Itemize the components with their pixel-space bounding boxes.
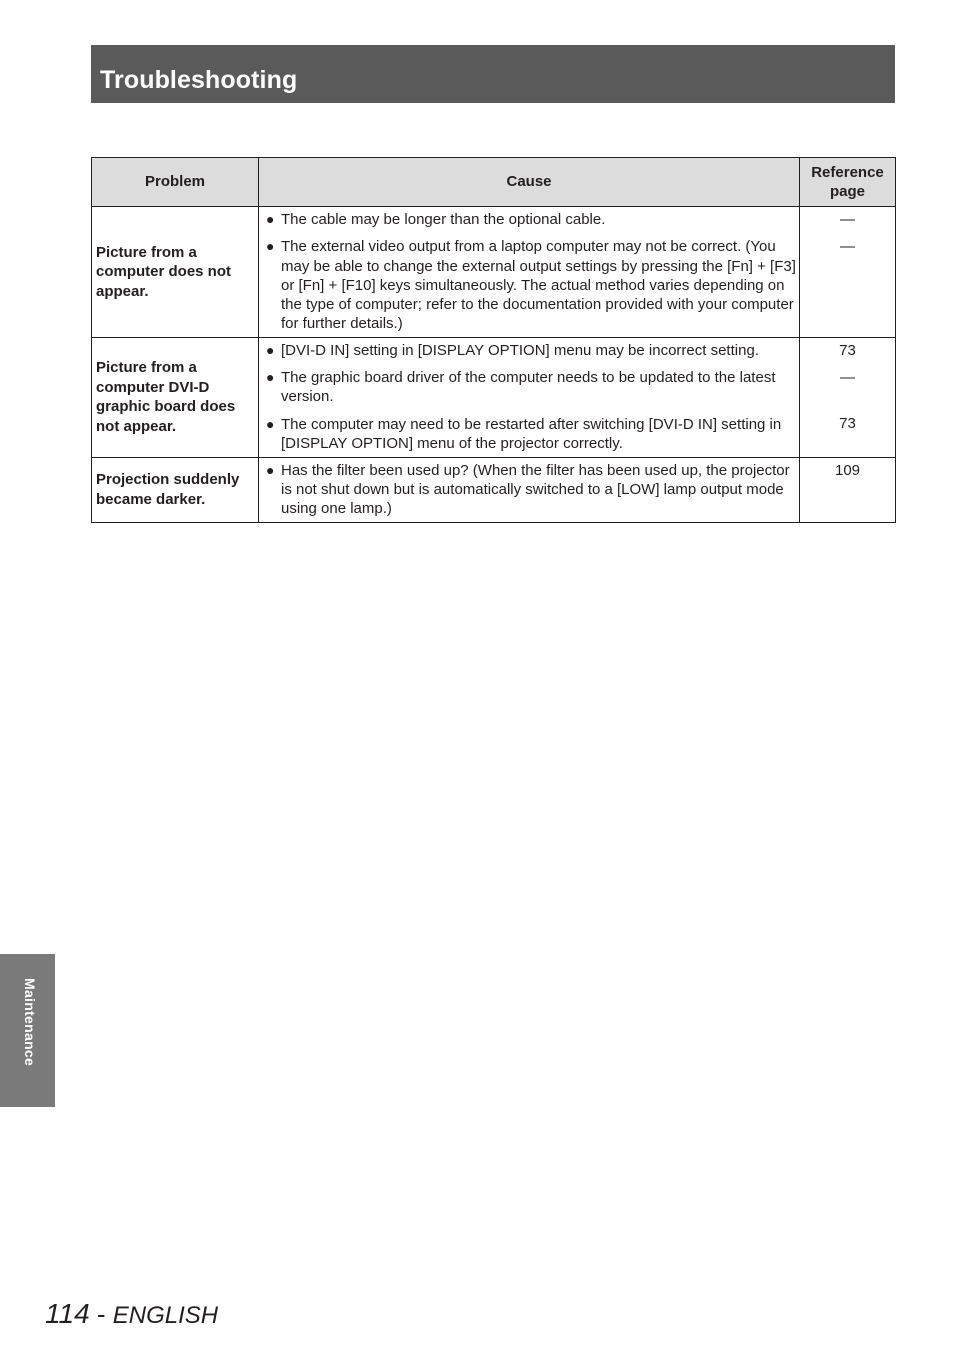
table-row	[92, 457, 896, 522]
cause-cell	[259, 337, 800, 457]
cause-item	[266, 368, 796, 407]
page-number: 114	[45, 1298, 90, 1329]
column-header-reference-line1: Reference	[811, 163, 884, 181]
page-title: Troubleshooting	[100, 66, 298, 94]
reference-cell	[800, 337, 896, 457]
bullet-icon: ●	[266, 369, 275, 386]
cause-item	[266, 210, 796, 229]
section-title-bar	[91, 45, 895, 103]
reference-cell	[800, 457, 896, 522]
reference-page: 73	[839, 415, 856, 433]
footer-separator: -	[89, 1299, 113, 1329]
cause-cell	[259, 457, 800, 522]
cause-list	[266, 461, 796, 519]
cause-item	[266, 341, 796, 360]
problem-cell: Projection suddenly became darker.	[92, 457, 259, 522]
cause-text: The graphic board driver of the computer needs to be updated to the latest version.	[281, 369, 776, 406]
reference-page: —	[840, 211, 855, 228]
table-row	[92, 337, 896, 457]
troubleshooting-table	[91, 157, 896, 523]
side-tab-label: Maintenance	[22, 978, 38, 1067]
cause-list	[266, 210, 796, 334]
reference-cell	[800, 207, 896, 338]
table-header-row	[92, 158, 896, 207]
section-side-tab	[0, 954, 55, 1107]
reference-page: —	[840, 238, 855, 256]
bullet-icon: ●	[266, 211, 275, 227]
cause-text: The computer may need to be restarted after switching [DVI-D IN] setting in [DISPLAY OPTION] menu of the projector correctly.	[281, 415, 782, 452]
bullet-icon: ●	[266, 238, 275, 255]
bullet-icon: ●	[266, 461, 275, 478]
cause-item	[266, 415, 796, 454]
bullet-icon: ●	[266, 341, 275, 358]
cause-text: The cable may be longer than the optional cable.	[281, 211, 606, 228]
reference-page: —	[840, 369, 855, 387]
cause-cell	[259, 207, 800, 338]
cause-item	[266, 461, 796, 519]
cause-text: [DVI-D IN] setting in [DISPLAY OPTION] menu may be incorrect setting.	[281, 341, 759, 359]
page-footer	[45, 1296, 218, 1334]
cause-text: The external video output from a laptop computer may not be correct. (You may be able to change the external output settings by pressing the [Fn] + [F3] or [Fn] + [F10] keys simultaneously. The actual method varies depending on the type of computer; refer to the documentation provided with your computer for further details.)	[281, 238, 796, 333]
footer-language: ENGLISH	[112, 1302, 219, 1329]
problem-cell: Picture from a computer DVI-D graphic board does not appear.	[92, 337, 259, 457]
table-row	[92, 207, 896, 338]
cause-item	[266, 237, 796, 333]
cause-list	[266, 341, 796, 453]
reference-page: 109	[834, 461, 861, 479]
column-header-reference-page	[800, 158, 896, 207]
problem-cell: Picture from a computer does not appear.	[92, 207, 259, 338]
column-header-problem: Problem	[92, 158, 259, 207]
cause-text: Has the filter been used up? (When the filter has been used up, the projector is not shut down but is automatically switched to a [LOW] lamp output mode using one lamp.)	[281, 461, 790, 518]
bullet-icon: ●	[266, 415, 275, 432]
column-header-reference-line2: page	[829, 183, 865, 200]
reference-page: 73	[839, 341, 856, 359]
column-header-cause: Cause	[259, 158, 800, 207]
